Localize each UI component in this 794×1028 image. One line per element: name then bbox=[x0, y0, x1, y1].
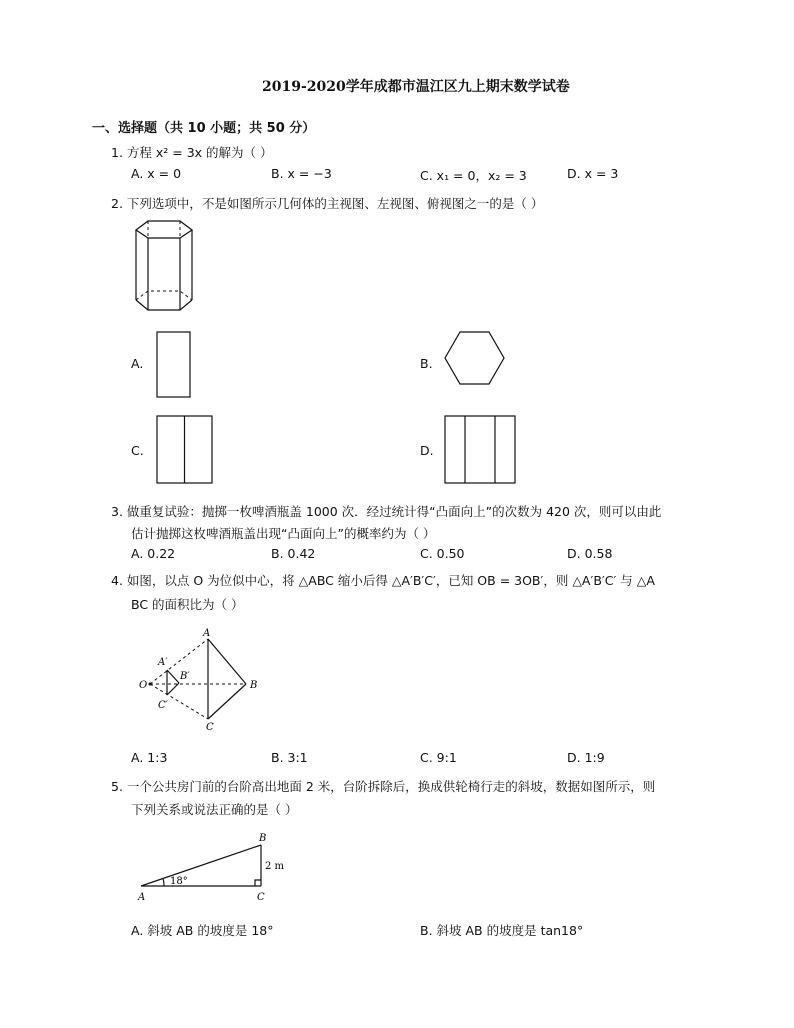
option-b-hexagon-figure bbox=[444, 331, 506, 385]
question-2-option-b: B. bbox=[420, 356, 433, 371]
question-4-option-d: D. 1:9 bbox=[567, 750, 605, 765]
option-a-rectangle-figure bbox=[156, 331, 192, 399]
question-3-stem-line-1: 3. 做重复试验：抛掷一枚啤酒瓶盖 1000 次．经过统计得“凸面向上”的次数为 420 次，则可以由此 bbox=[111, 504, 662, 519]
question-2-stem: 2. 下列选项中，不是如图所示几何体的主视图、左视图、俯视图之一的是（ ） bbox=[111, 196, 544, 211]
question-1-option-a: A. x = 0 bbox=[131, 166, 182, 181]
homothety-triangle-figure bbox=[136, 626, 266, 736]
question-1-option-b: B. x = −3 bbox=[271, 166, 332, 181]
label-c: C bbox=[206, 722, 214, 733]
question-5-option-b: B. 斜坡 AB 的坡度是 tan18° bbox=[420, 923, 584, 938]
question-3-option-c: C. 0.50 bbox=[420, 546, 465, 561]
question-2-option-c: C. bbox=[131, 443, 144, 458]
label-b-prime: B′ bbox=[180, 671, 190, 682]
section-header: 一、选择题（共 10 小题；共 50 分） bbox=[92, 121, 316, 136]
label-o: O bbox=[139, 680, 148, 691]
question-5-stem-line-1: 5. 一个公共房门前的台阶高出地面 2 米，台阶拆除后，换成供轮椅行走的斜坡，数据如图所示，则 bbox=[111, 779, 656, 794]
slope-triangle-figure bbox=[134, 830, 294, 902]
question-5-stem-line-2: 下列关系或说法正确的是（ ） bbox=[131, 802, 298, 817]
option-c-two-rectangles-figure bbox=[156, 415, 214, 485]
question-3-option-d: D. 0.58 bbox=[567, 546, 613, 561]
question-2-option-a: A. bbox=[131, 356, 144, 371]
question-2-option-d: D. bbox=[420, 443, 434, 458]
question-1-option-c: C. x₁ = 0，x₂ = 3 bbox=[420, 168, 527, 183]
label-c-prime: C′ bbox=[158, 700, 168, 711]
question-4-stem-line-2: BC 的面积比为（ ） bbox=[131, 597, 244, 612]
hexagonal-prism-figure bbox=[128, 216, 200, 318]
question-3-option-b: B. 0.42 bbox=[271, 546, 316, 561]
question-3-option-a: A. 0.22 bbox=[131, 546, 176, 561]
question-4-option-c: C. 9:1 bbox=[420, 750, 457, 765]
question-1-option-d: D. x = 3 bbox=[567, 166, 619, 181]
label-b: B bbox=[259, 833, 267, 844]
question-4-option-a: A. 1:3 bbox=[131, 750, 168, 765]
label-a-prime: A′ bbox=[158, 657, 168, 668]
question-4-option-b: B. 3:1 bbox=[271, 750, 308, 765]
label-a: A bbox=[203, 628, 211, 639]
question-3-stem-line-2: 估计抛掷这枚啤酒瓶盖出现“凸面向上”的概率约为（ ） bbox=[131, 526, 436, 541]
label-c: C bbox=[257, 892, 265, 903]
label-height: 2 m bbox=[265, 861, 285, 872]
label-b: B bbox=[250, 680, 258, 691]
label-angle: 18° bbox=[170, 876, 188, 887]
question-1-stem: 1. 方程 x² = 3x 的解为（ ） bbox=[111, 145, 273, 160]
label-a: A bbox=[138, 892, 146, 903]
option-d-three-rectangles-figure bbox=[444, 415, 518, 485]
question-5-option-a: A. 斜坡 AB 的坡度是 18° bbox=[131, 923, 274, 938]
page-title: 2019-2020学年成都市温江区九上期末数学试卷 bbox=[262, 79, 570, 95]
question-4-stem-line-1: 4. 如图，以点 O 为位似中心，将 △ABC 缩小后得 △A′B′C′，已知 OB = 3OB′，则 △A′B′C′ 与 △A bbox=[111, 573, 655, 588]
